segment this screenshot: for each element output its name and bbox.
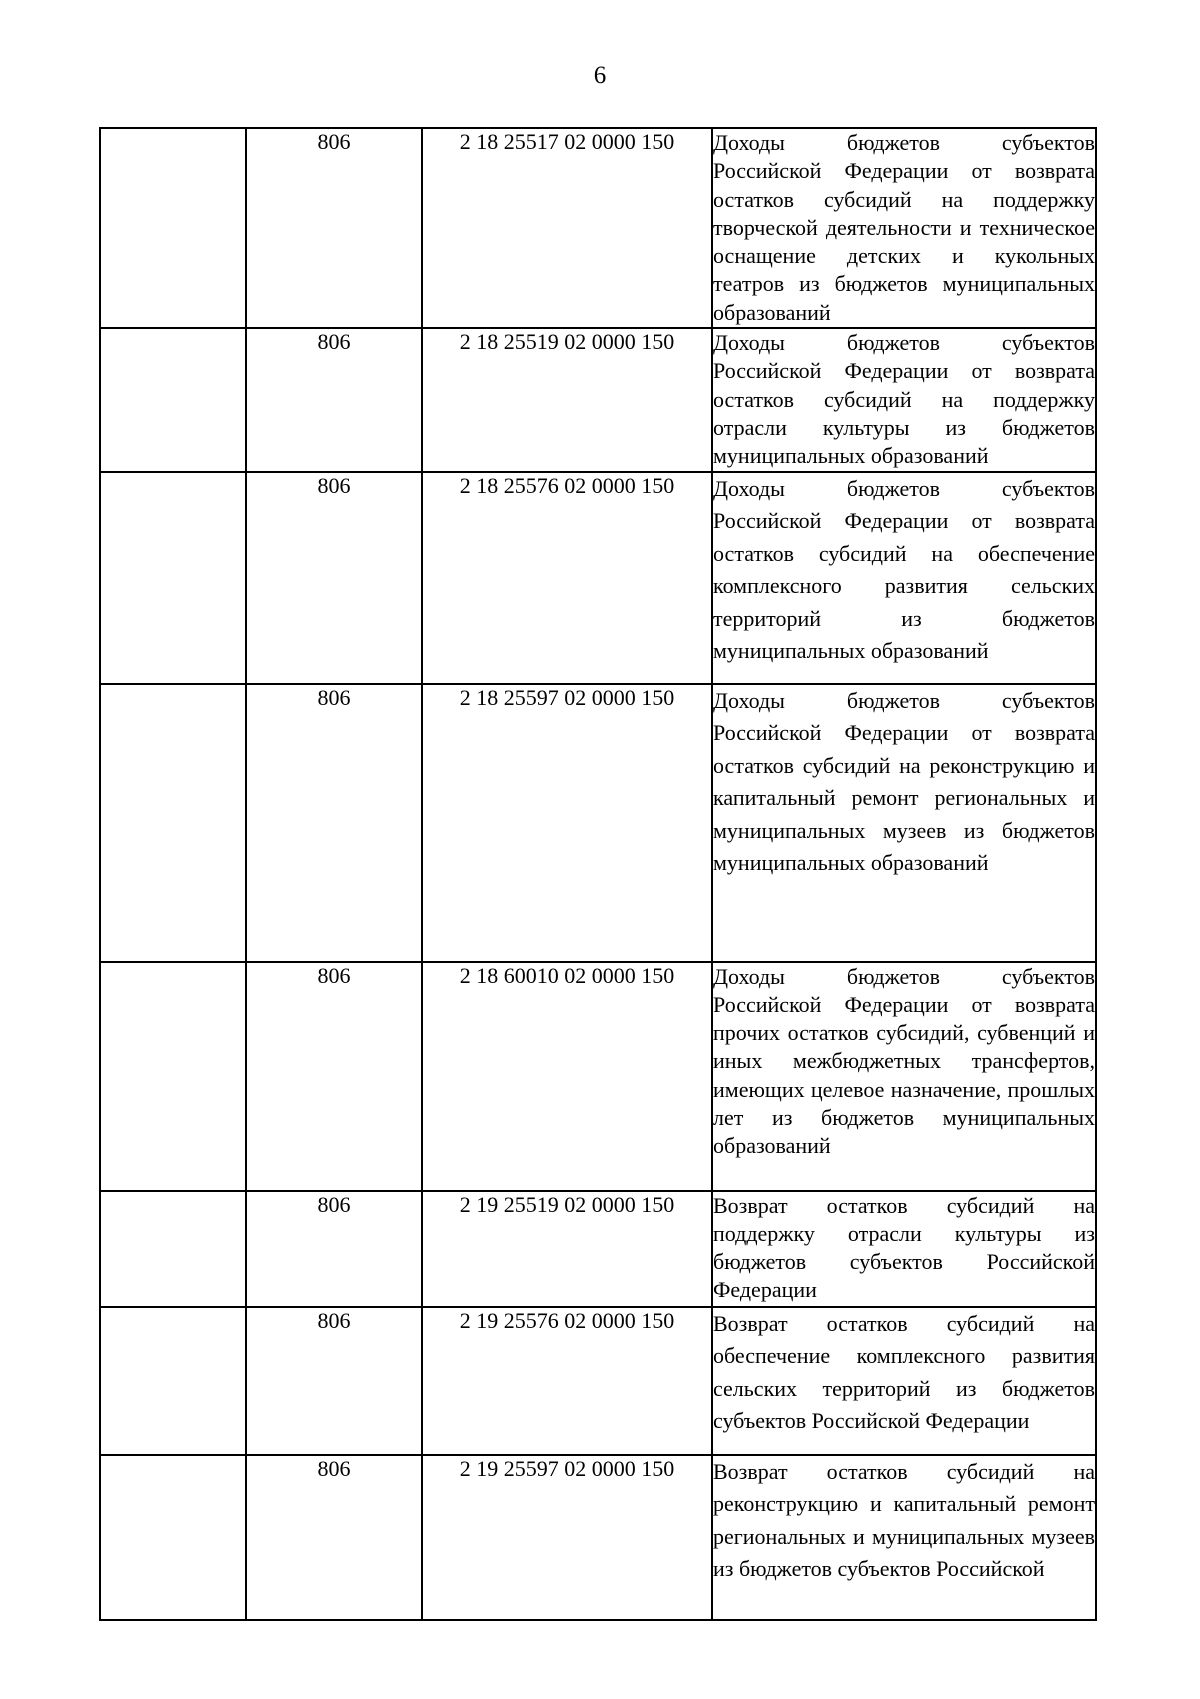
table-row	[100, 1191, 1096, 1307]
empty-cell	[100, 1455, 246, 1620]
description-cell	[712, 1307, 1096, 1455]
page-number: 6	[593, 62, 607, 89]
description-text: Доходы бюджетов субъектов Российской Федерации от возврата остатков субсидий на реконструкцию и капитальный ремонт региональных и муниципальных музеев из бюджетов муниципальных образований	[713, 687, 1095, 876]
kbk-code-cell: 2 18 25576 02 0000 150	[422, 472, 712, 684]
description-text: Доходы бюджетов субъектов Российской Федерации от возврата прочих остатков субсидий, субвенций и иных межбюджетных трансфертов, имеющих целевое назначение, прошлых лет из бюджетов муниципальных образований	[713, 963, 1095, 1159]
description-text: Доходы бюджетов субъектов Российской Федерации от возврата остатков субсидий на обеспечение комплексного развития сельских территорий из бюджетов муниципальных образований	[713, 475, 1095, 664]
empty-cell	[100, 684, 246, 962]
table-row	[100, 328, 1096, 471]
kbk-code-cell: 2 18 25597 02 0000 150	[422, 684, 712, 962]
kbk-code-cell: 2 19 25597 02 0000 150	[422, 1455, 712, 1620]
table-row	[100, 1307, 1096, 1455]
empty-cell	[100, 1191, 246, 1307]
table-row	[100, 962, 1096, 1191]
admin-code-cell: 806	[246, 1191, 422, 1307]
admin-code-cell: 806	[246, 1455, 422, 1620]
admin-code-cell: 806	[246, 472, 422, 684]
kbk-code-cell: 2 18 25519 02 0000 150	[422, 328, 712, 471]
admin-code-cell: 806	[246, 328, 422, 471]
table-row	[100, 684, 1096, 962]
description-text: Доходы бюджетов субъектов Российской Федерации от возврата остатков субсидий на поддержку отрасли культуры из бюджетов муниципальных образований	[713, 330, 1095, 469]
admin-code-cell: 806	[246, 1307, 422, 1455]
admin-code-cell: 806	[246, 128, 422, 328]
table-row	[100, 128, 1096, 328]
table-row	[100, 472, 1096, 684]
description-cell	[712, 128, 1096, 328]
empty-cell	[100, 472, 246, 684]
kbk-code-cell: 2 19 25576 02 0000 150	[422, 1307, 712, 1455]
description-cell	[712, 1455, 1096, 1620]
kbk-code-cell: 2 19 25519 02 0000 150	[422, 1191, 712, 1307]
empty-cell	[100, 962, 246, 1191]
description-text: Возврат остатков субсидий на поддержку отрасли культуры из бюджетов субъектов Российской Федерации	[713, 1192, 1095, 1303]
kbk-code-cell: 2 18 60010 02 0000 150	[422, 962, 712, 1191]
empty-cell	[100, 1307, 246, 1455]
description-text: Возврат остатков субсидий на обеспечение комплексного развития сельских территорий из бюджетов субъектов Российской Федерации	[713, 1310, 1095, 1434]
kbk-code-cell: 2 18 25517 02 0000 150	[422, 128, 712, 328]
admin-code-cell: 806	[246, 962, 422, 1191]
description-cell	[712, 472, 1096, 684]
empty-cell	[100, 328, 246, 471]
description-text: Доходы бюджетов субъектов Российской Федерации от возврата остатков субсидий на поддержку творческой деятельности и техническое оснащение детских и кукольных театров из бюджетов муниципальных образований	[713, 130, 1095, 325]
table-row	[100, 1455, 1096, 1620]
empty-cell	[100, 128, 246, 328]
description-text: Возврат остатков субсидий на реконструкцию и капитальный ремонт региональных и муниципальных музеев из бюджетов субъектов Российской	[713, 1458, 1095, 1582]
description-cell	[712, 684, 1096, 962]
description-cell	[712, 1191, 1096, 1307]
description-cell	[712, 962, 1096, 1191]
budget-codes-table	[99, 127, 1097, 1621]
admin-code-cell: 806	[246, 684, 422, 962]
description-cell	[712, 328, 1096, 471]
